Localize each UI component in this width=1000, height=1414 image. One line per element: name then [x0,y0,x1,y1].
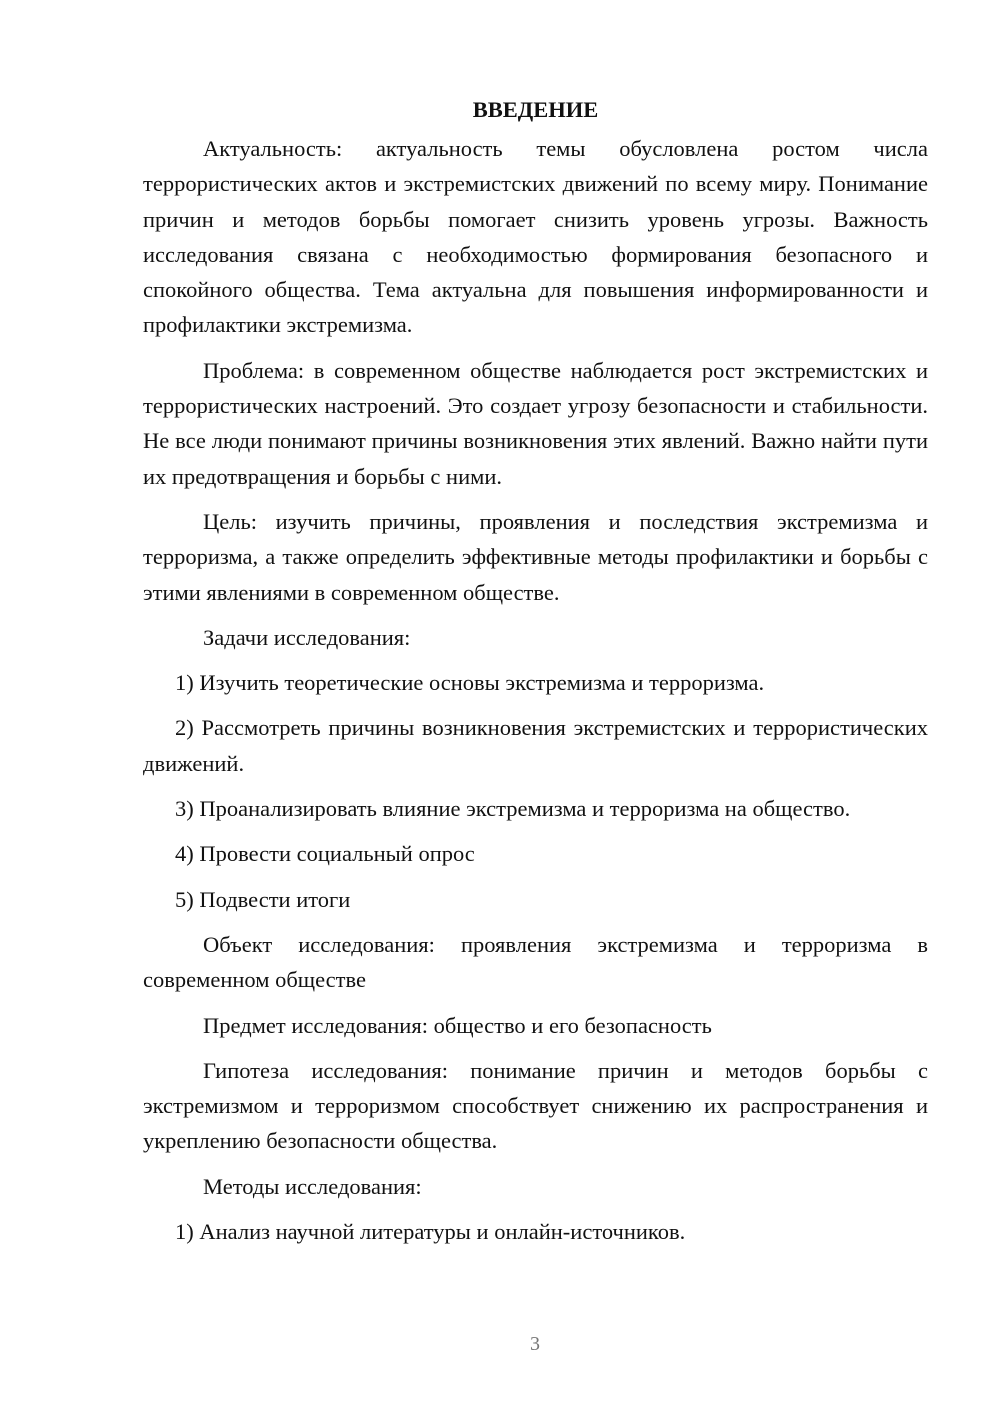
relevance-paragraph: Актуальность: актуальность темы обусловлена ростом числа террористических актов и экстремистских движений по всему миру. Понимание причин и методов борьбы помогает снизить уровень угрозы. Важность исследования связана с необходимостью формирования безопасного и спокойного общества. Тема актуальна для повышения информированности и профилактики экстремизма. [143,136,928,338]
document-page [143,92,928,1259]
task-item-4: 4) Провести социальный опрос [175,841,475,867]
task-item-5: 5) Подвести итоги [175,886,351,912]
tasks-heading: Задачи исследования: [203,624,411,650]
goal-paragraph: Цель: изучить причины, проявления и последствия экстремизма и терроризма, а также определить эффективные методы профилактики и борьбы с этими явлениями в современном обществе. [143,508,928,605]
object-paragraph: Объект исследования: проявления экстремизма и терроризма в современном обществе [143,931,928,993]
task-item-2: 2) Рассмотреть причины возникновения экстремистских и террористических движений. [143,715,928,776]
subject-paragraph: Предмет исследования: общество и его безопасность [203,1012,712,1038]
methods-heading: Методы исследования: [203,1173,422,1199]
task-item-1: 1) Изучить теоретические основы экстремизма и терроризма. [175,670,765,696]
problem-paragraph: Проблема: в современном обществе наблюдается рост экстремистских и террористических настроений. Это создает угрозу безопасности и стабильности. Не все люди понимают причины возникновения этих явлений. Важно найти пути их предотвращения и борьбы с ними. [143,357,928,489]
method-item-1: 1) Анализ научной литературы и онлайн-источников. [175,1219,686,1245]
task-item-3: 3) Проанализировать влияние экстремизма и терроризма на общество. [175,796,851,822]
section-title: ВВЕДЕНИЕ [472,97,599,122]
page-number: 3 [530,1333,540,1355]
hypothesis-paragraph: Гипотеза исследования: понимание причин и методов борьбы с экстремизмом и терроризмом способствует снижению их распространения и укреплению безопасности общества. [143,1057,928,1154]
